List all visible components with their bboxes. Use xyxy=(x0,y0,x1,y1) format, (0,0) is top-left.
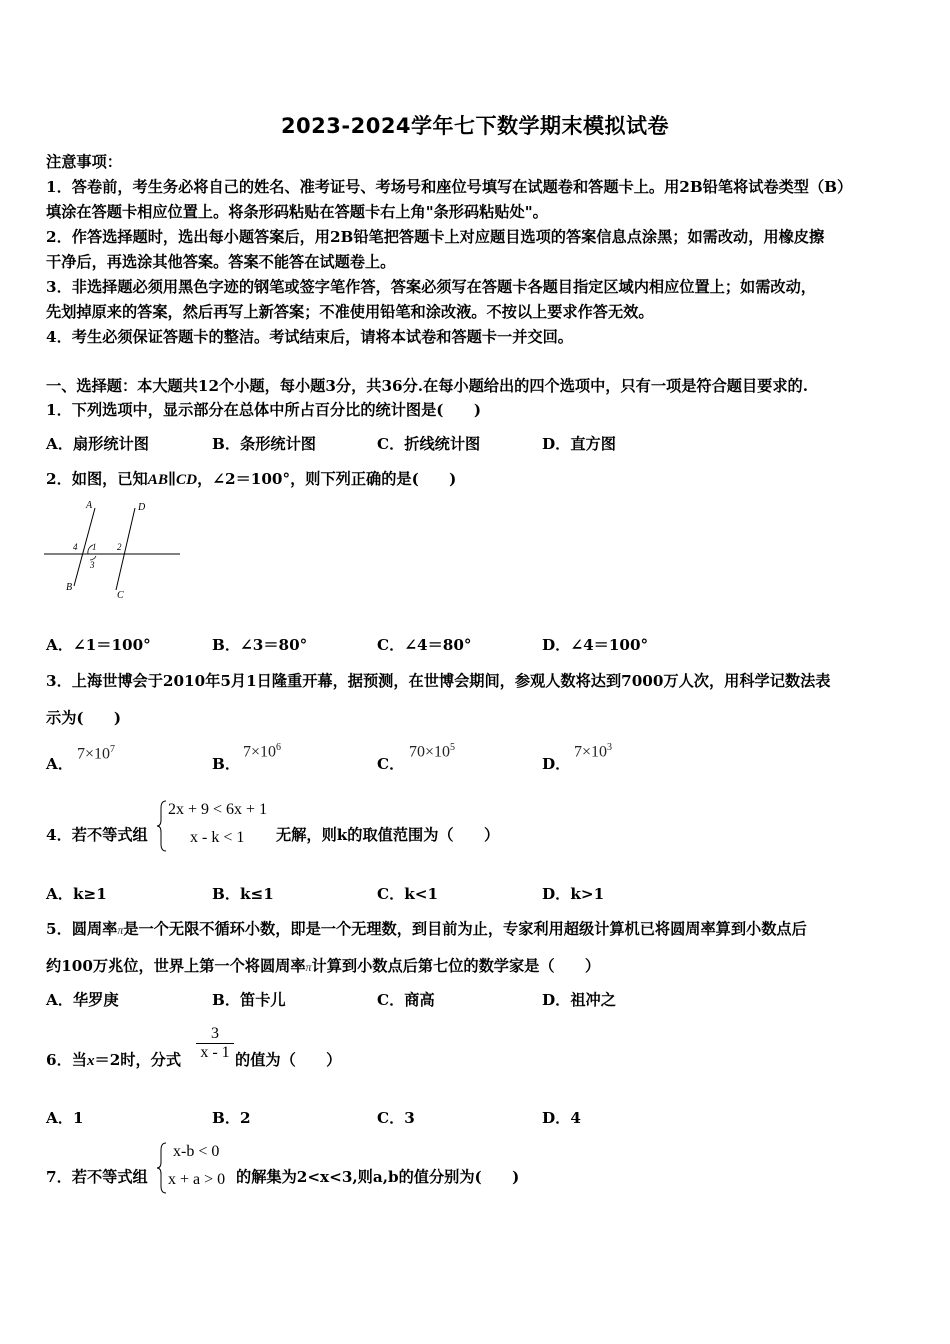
q5-option-c: C．商高 xyxy=(377,991,435,1009)
q5-option-d: D．祖冲之 xyxy=(542,991,616,1009)
q2-stem-pre: 2．如图，已知 xyxy=(46,470,148,488)
q7-inequality-1: x-b < 0 xyxy=(173,1143,220,1160)
q5-line1-post: 是一个无限不循环小数，即是一个无理数，到目前为止，专家利用超级计算机已将圆周率算到小数点后 xyxy=(123,920,807,938)
q4-inequality-1: 2x + 9 < 6x + 1 xyxy=(168,801,268,818)
q6-option-a: A．1 xyxy=(46,1109,84,1127)
fig-label-3: 3 xyxy=(90,560,95,570)
question-7-stem-post: 的解集为2<x<3,则a,b的值分别为( ) xyxy=(236,1168,520,1186)
q2-option-d: D．∠4＝100° xyxy=(542,636,649,654)
q7-inequality-2: x + a > 0 xyxy=(168,1171,226,1188)
q2-option-b: B．∠3＝80° xyxy=(212,636,308,654)
notice-line: 3．非选择题必须用黑色字迹的钢笔或签字笔作答，答案必须写在答题卡各题目指定区域内相应位置上；如需改动， xyxy=(46,278,816,296)
q4-option-a: A．k≥1 xyxy=(46,885,107,903)
q7-brace-icon xyxy=(156,1142,168,1194)
fig-label-4: 4 xyxy=(73,542,78,552)
q6-stem-pre: 6．当 xyxy=(46,1051,87,1069)
q2-stem-post: ，∠2＝100°，则下列正确的是( ) xyxy=(197,470,457,488)
q3-option-d-letter: D． xyxy=(542,755,571,773)
q1-option-a: A．扇形统计图 xyxy=(46,435,149,453)
q2-option-a: A．∠1＝100° xyxy=(46,636,151,654)
q3-option-d-value xyxy=(574,742,612,761)
q3-a-exp: 7 xyxy=(110,744,116,755)
q6-fraction-denominator: x - 1 xyxy=(196,1043,234,1062)
q6-option-d: D．4 xyxy=(542,1109,581,1127)
question-6-stem-post: 的值为（ ） xyxy=(235,1051,342,1069)
q3-a-base: 7×10 xyxy=(77,745,111,763)
q4-brace-icon xyxy=(156,800,168,852)
q4-inequality-2: x - k < 1 xyxy=(190,829,245,846)
q2-stem-math: AB∥CD xyxy=(147,471,198,488)
fig-label-1: 1 xyxy=(92,542,97,552)
q3-c-base: 70×10 xyxy=(409,743,451,761)
q6-option-b: B．2 xyxy=(212,1109,251,1127)
q3-option-a-value xyxy=(77,744,115,763)
q5-pi: π xyxy=(117,923,124,937)
q5-line2-pre: 约100万兆位，世界上第一个将圆周率 xyxy=(46,957,306,975)
q5-line1-pre: 5．圆周率 xyxy=(46,920,118,938)
q6-option-c: C．3 xyxy=(377,1109,415,1127)
notice-line: 填涂在答题卡相应位置上。将条形码粘贴在答题卡右上角"条形码粘贴处"。 xyxy=(46,203,548,221)
notice-line: 先划掉原来的答案，然后再写上新答案；不准使用铅笔和涂改液。不按以上要求作答无效。 xyxy=(46,303,654,321)
q5-line2-post: 计算到小数点后第七位的数学家是（ ） xyxy=(311,957,601,975)
q3-b-base: 7×10 xyxy=(243,743,277,761)
section-heading: 一、选择题：本大题共12个小题，每小题3分，共36分.在每小题给出的四个选项中，只有一项是符合题目要求的. xyxy=(46,377,809,395)
q1-option-b: B．条形统计图 xyxy=(212,435,316,453)
q6-var: x xyxy=(86,1052,95,1069)
exam-title: 2023-2024学年七下数学期末模拟试卷 xyxy=(280,114,670,138)
question-4-stem-pre: 4．若不等式组 xyxy=(46,826,148,844)
q3-option-c-value xyxy=(409,742,455,761)
question-4-stem-post: 无解，则k的取值范围为（ ） xyxy=(276,826,500,844)
fig-label-d: D xyxy=(138,502,146,513)
q2-figure xyxy=(40,496,190,604)
notice-line: 4．考生必须保证答题卡的整洁。考试结束后，请将本试卷和答题卡一并交回。 xyxy=(46,328,573,346)
question-3-stem-line1: 3．上海世博会于2010年5月1日隆重开幕，据预测，在世博会期间，参观人数将达到7000万人次，用科学记数法表 xyxy=(46,672,831,690)
question-5-stem-line1 xyxy=(46,918,916,941)
q3-option-b-value xyxy=(243,742,281,761)
notice-line: 2．作答选择题时，选出每小题答案后，用2B铅笔把答题卡上对应题目选项的答案信息点涂黑；如需改动，用橡皮擦 xyxy=(46,228,825,246)
question-7-stem-pre: 7．若不等式组 xyxy=(46,1168,148,1186)
question-6-stem xyxy=(46,1049,181,1072)
question-3-stem-line2: 示为( ) xyxy=(46,709,122,727)
question-1-stem: 1．下列选项中，显示部分在总体中所占百分比的统计图是( ) xyxy=(46,401,482,419)
notice-line: 干净后，再选涂其他答案。答案不能答在试题卷上。 xyxy=(46,253,396,271)
fig-label-a: A xyxy=(86,500,93,511)
q3-option-c-letter: C． xyxy=(377,755,405,773)
q3-d-exp: 3 xyxy=(607,742,613,753)
q2-option-c: C．∠4＝80° xyxy=(377,636,472,654)
fig-label-2: 2 xyxy=(117,542,122,552)
q6-stem-mid: ＝2时，分式 xyxy=(94,1051,182,1069)
q5-option-b: B．笛卡儿 xyxy=(212,991,286,1009)
fig-label-b: B xyxy=(66,582,73,593)
q3-b-exp: 6 xyxy=(276,742,282,753)
fig-label-c: C xyxy=(117,590,124,601)
q1-option-d: D．直方图 xyxy=(542,435,616,453)
q4-option-d: D．k>1 xyxy=(542,885,605,903)
notice-heading: 注意事项： xyxy=(46,153,122,171)
q4-option-c: C．k<1 xyxy=(377,885,439,903)
notice-line: 1．答卷前，考生务必将自己的姓名、准考证号、考场号和座位号填写在试题卷和答题卡上。用2B铅笔将试卷类型（B） xyxy=(46,178,853,196)
q3-c-exp: 5 xyxy=(450,742,456,753)
q3-d-base: 7×10 xyxy=(574,743,608,761)
question-2-stem xyxy=(46,468,916,491)
q5-pi-2: π xyxy=(305,960,312,974)
q5-option-a: A．华罗庚 xyxy=(46,991,119,1009)
q4-option-b: B．k≤1 xyxy=(212,885,274,903)
q6-fraction xyxy=(196,1025,234,1062)
q3-option-a-letter: A． xyxy=(46,755,73,773)
q6-fraction-numerator: 3 xyxy=(211,1025,219,1042)
q1-option-c: C．折线统计图 xyxy=(377,435,481,453)
question-5-stem-line2 xyxy=(46,955,916,978)
q3-option-b-letter: B． xyxy=(212,755,241,773)
